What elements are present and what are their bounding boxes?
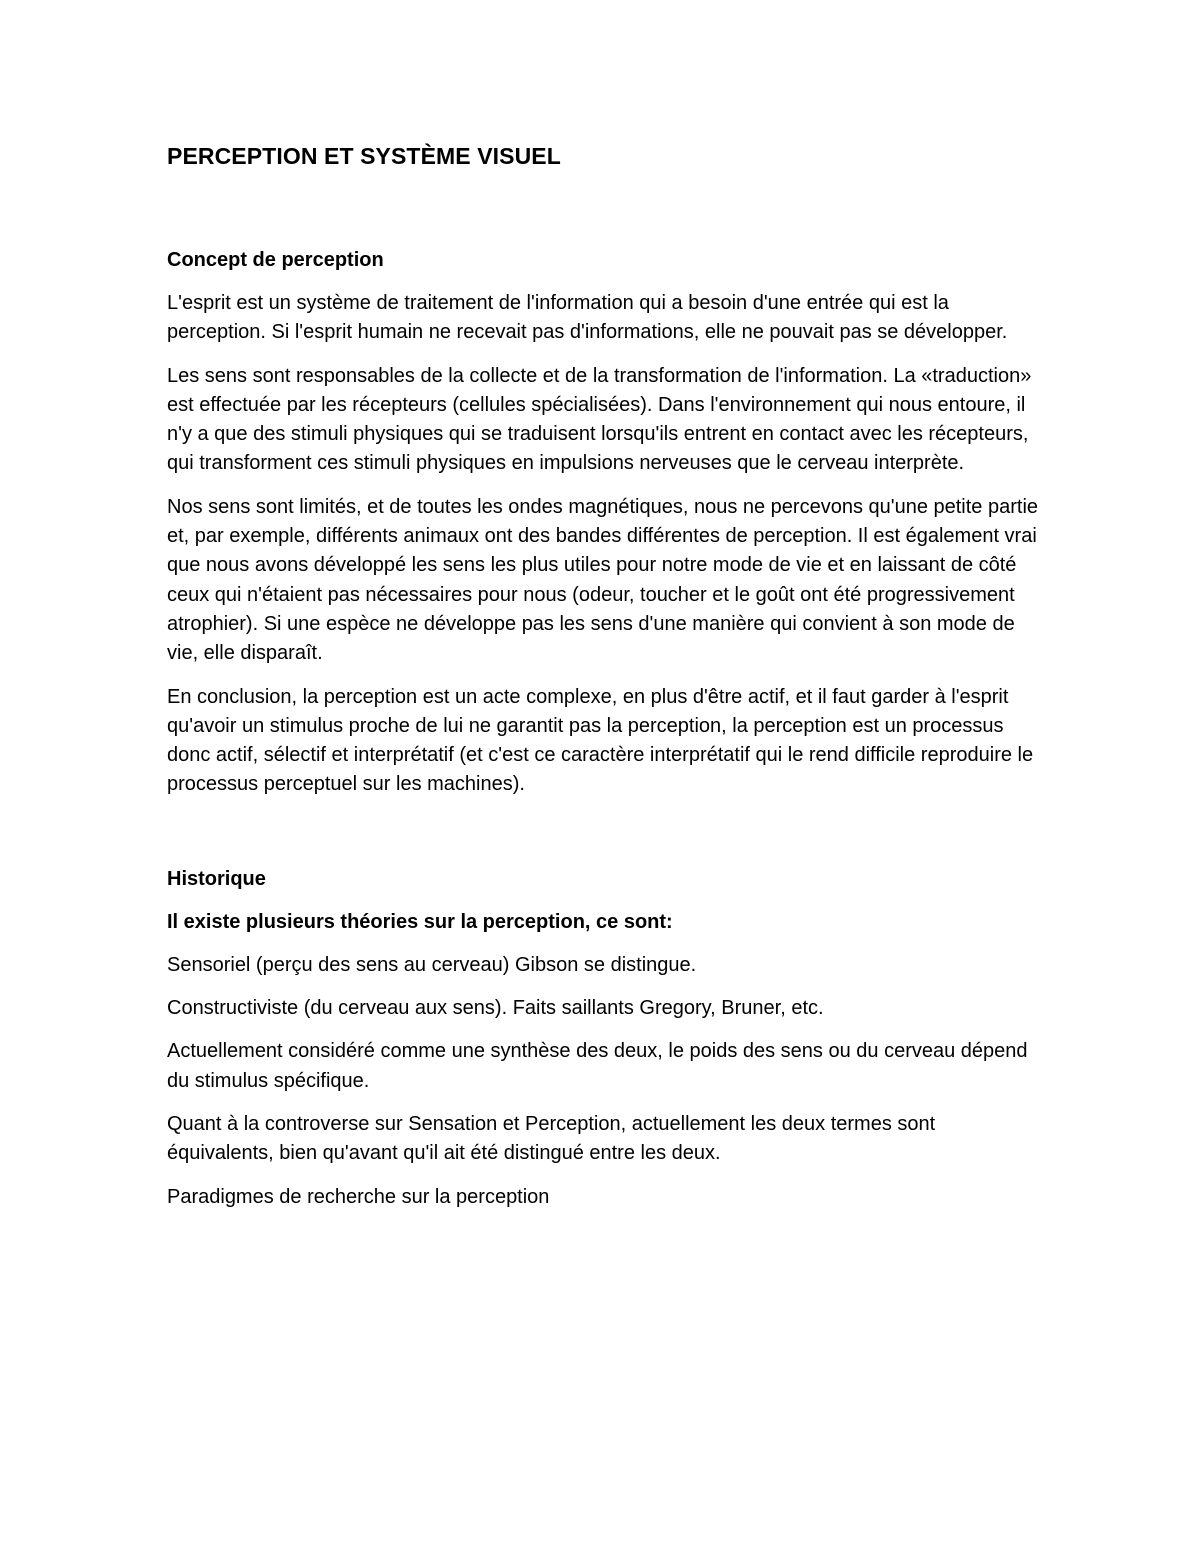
paragraph: L'esprit est un système de traitement de l'information qui a besoin d'une entrée qui est la perception. Si l'esprit humain ne recevait pas d'informations, elle ne pouvait pas se développer. xyxy=(167,292,1008,344)
paragraph: Quant à la controverse sur Sensation et Perception, actuellement les deux termes sont équivalents, bien qu'avant qu'il ait été distingué entre les deux. xyxy=(167,1112,936,1165)
paragraph: Paradigmes de recherche sur la perception xyxy=(167,1185,550,1208)
section-spacer xyxy=(167,814,1047,865)
section-subheading-theories: Il existe plusieurs théories sur la perception, ce sont: xyxy=(167,910,673,933)
paragraph: En conclusion, la perception est un acte complexe, en plus d'être actif, et il faut garder à l'esprit qu'avoir un stimulus proche de lui ne garantit pas la perception, la perception est un processus donc actif, sélectif et interprétatif (et c'est ce caractère interprétatif qui le rend difficile reproduire le processus perceptuel sur les machines). xyxy=(167,685,1034,796)
section-heading-concept: Concept de perception xyxy=(167,249,384,271)
paragraph: Sensoriel (perçu des sens au cerveau) Gibson se distingue. xyxy=(167,953,697,976)
paragraph: Les sens sont responsables de la collecte et de la transformation de l'information. La «traduction» est effectuée par les récepteurs (cellules spécialisées). Dans l'environnement qui nous entoure, il n'y a que des stimuli physiques qui se traduisent lorsqu'ils entrent en contact avec les récepteurs, qui transforment ces stimuli physiques en impulsions nerveuses que le cerveau interprète. xyxy=(167,364,1032,475)
paragraph: Nos sens sont limités, et de toutes les ondes magnétiques, nous ne percevons qu'une petite partie et, par exemple, différents animaux ont des bandes différentes de perception. Il est également vrai que nous avons développé les sens les plus utiles pour notre mode de vie et en laissant de côté ceux qui n'étaient pas nécessaires pour nous (odeur, toucher et le goût ont été progressivement atrophier). Si une espèce ne développe pas les sens d'une manière qui convient à son mode de vie, elle disparaît. xyxy=(167,495,1039,665)
paragraph: Constructiviste (du cerveau aux sens). Faits saillants Gregory, Bruner, etc. xyxy=(167,997,824,1020)
paragraph: Actuellement considéré comme une synthèse des deux, le poids des sens ou du cerveau dépend du stimulus spécifique. xyxy=(167,1040,1028,1092)
document-content xyxy=(167,140,1047,1226)
section-heading-historique: Historique xyxy=(167,867,266,890)
document-title: PERCEPTION ET SYSTÈME VISUEL xyxy=(167,143,561,169)
